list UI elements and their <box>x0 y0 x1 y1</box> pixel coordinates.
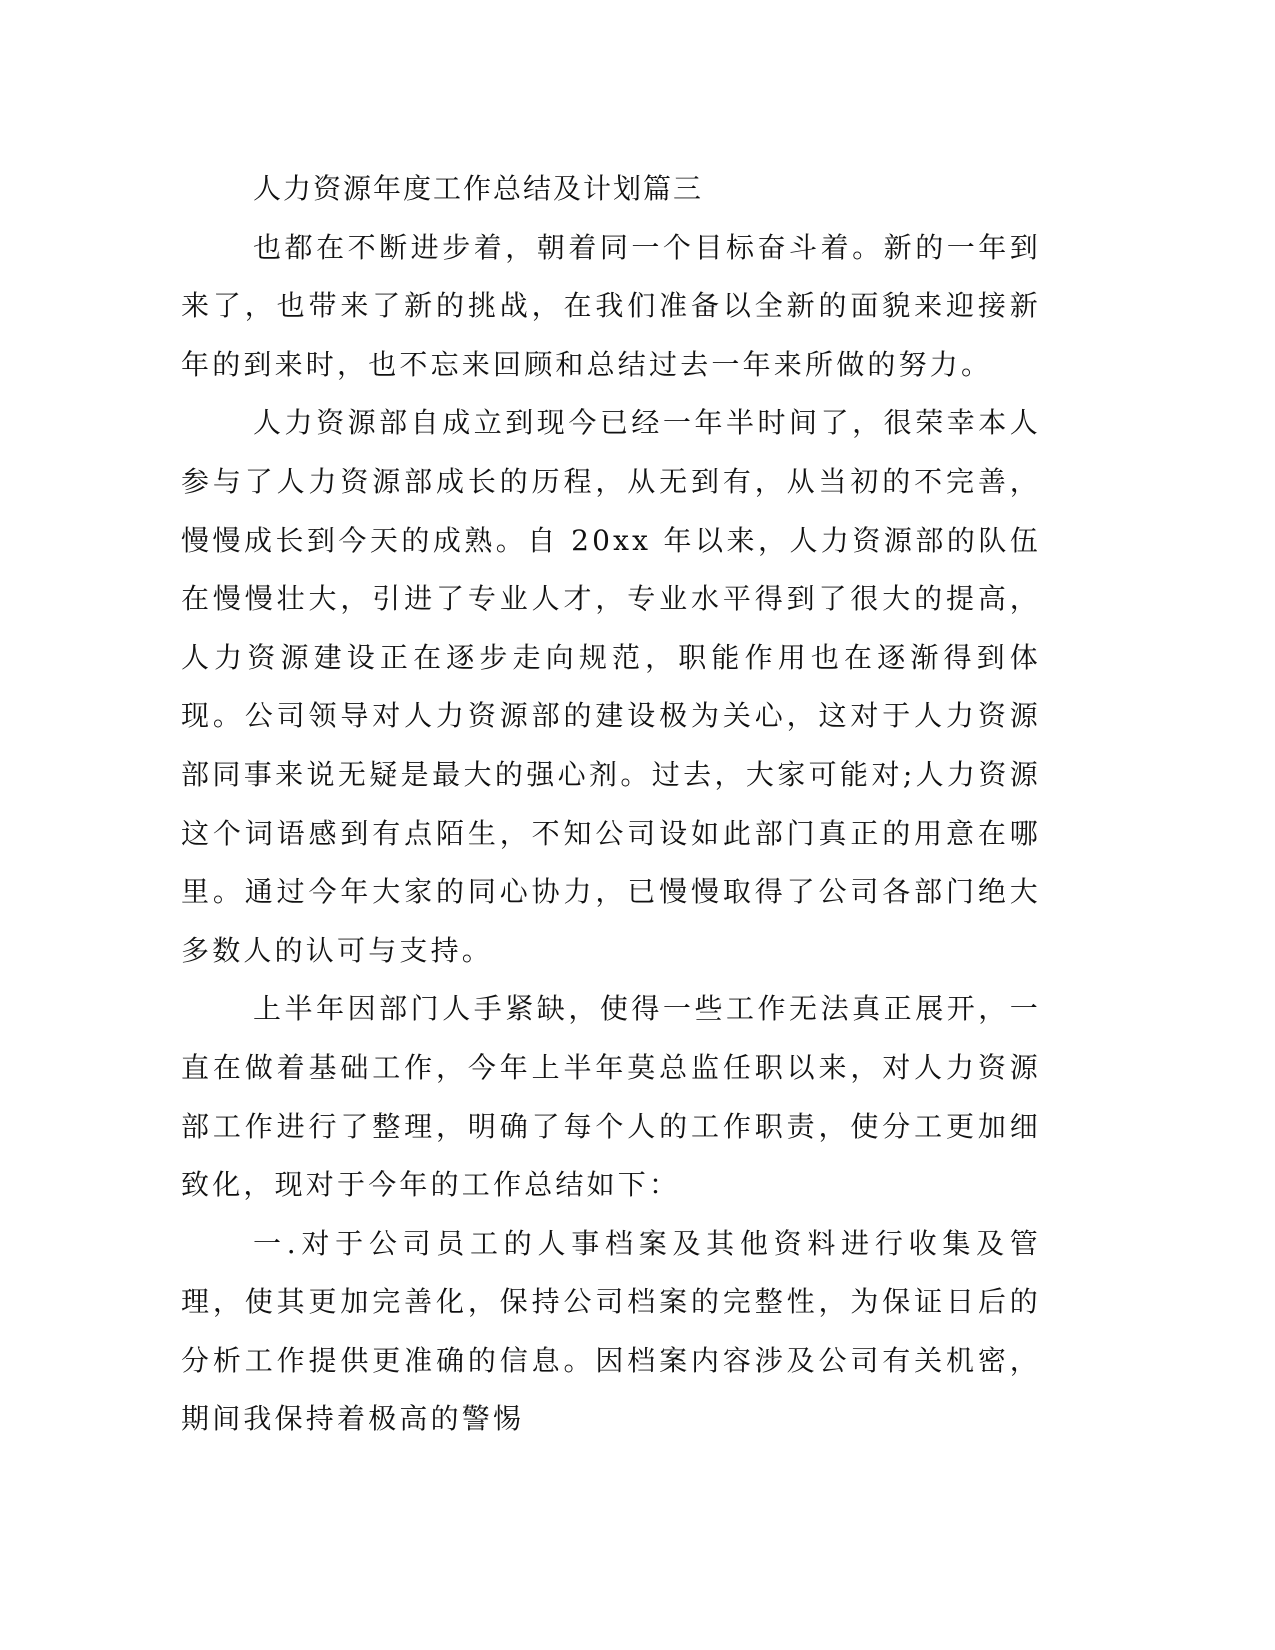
document-title: 人力资源年度工作总结及计划篇三 <box>253 172 704 205</box>
document-body <box>181 160 1041 1449</box>
paragraph-1: 也都在不断进步着，朝着同一个目标奋斗着。新的一年到来了，也带来了新的挑战，在我们准备以全新的面貌来迎接新年的到来时，也不忘来回顾和总结过去一年来所做的努力。 <box>181 230 1041 381</box>
paragraph-2: 人力资源部自成立到现今已经一年半时间了，很荣幸本人参与了人力资源部成长的历程，从无到有，从当初的不完善，慢慢成长到今天的成熟。自 20xx 年以来，人力资源部的队伍在慢慢壮大，引进了专业人才，专业水平得到了很大的提高，人力资源建设正在逐步走向规范，职能作用也在逐渐得到体现。公司领导对人力资源部的建设极为关心，这对于人力资源部同事来说无疑是最大的强心剂。过去，大家可能对;人力资源这个词语感到有点陌生，不知公司设如此部门真正的用意在哪里。通过今年大家的同心协力，已慢慢取得了公司各部门绝大多数人的认可与支持。 <box>181 406 1041 967</box>
paragraph-4: 一.对于公司员工的人事档案及其他资料进行收集及管理，使其更加完善化，保持公司档案的完整性，为保证日后的分析工作提供更准确的信息。因档案内容涉及公司有关机密，期间我保持着极高的警惕 <box>181 1226 1041 1436</box>
paragraph-3: 上半年因部门人手紧缺，使得一些工作无法真正展开，一直在做着基础工作，今年上半年莫总监任职以来，对人力资源部工作进行了整理，明确了每个人的工作职责，使分工更加细致化，现对于今年的工作总结如下： <box>181 992 1041 1202</box>
